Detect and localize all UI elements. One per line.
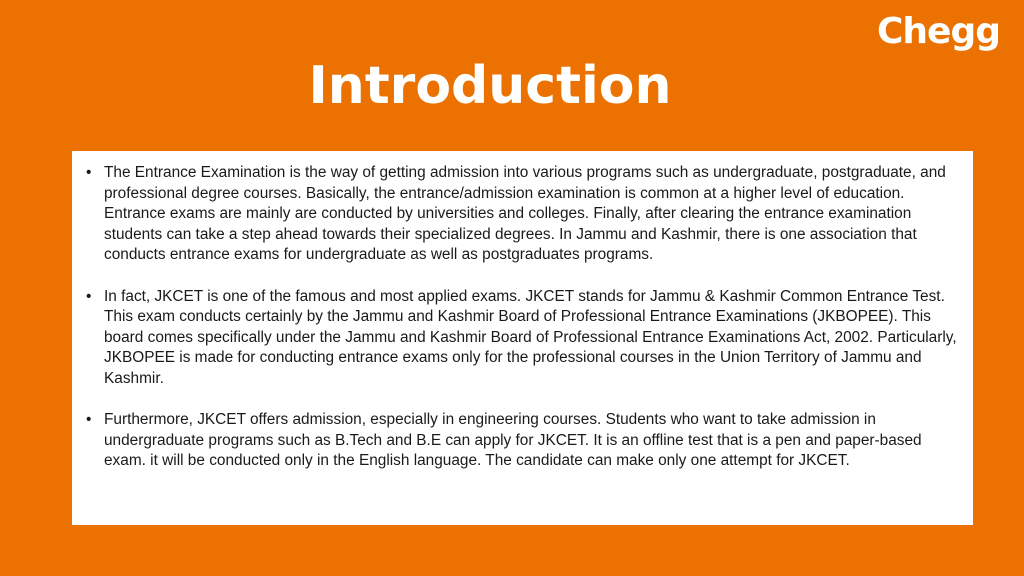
- content-panel: [72, 151, 973, 525]
- bullet-marker: •: [86, 164, 92, 181]
- bullet-item: [86, 163, 961, 266]
- bullet-marker: •: [86, 411, 92, 429]
- bullet-text: The Entrance Examination is the way of getting admission into various programs such as undergraduate, postgraduate, and professional degree courses. Basically, the entrance/admission examination is common at a higher level of education. Entrance exams are mainly are conducted by universities and colleges. Finally, after clearing the entrance examination students can take a step ahead towards their specialized degrees. In Jammu and Kashmir, there is one association that conducts entrance exams for undergraduate as well as postgraduates programs.: [104, 164, 946, 264]
- bullet-marker: •: [86, 287, 92, 305]
- bullet-text: In fact, JKCET is one of the famous and most applied exams. JKCET stands for Jammu & Kashmir Common Entrance Test. This exam conducts certainly by the Jammu and Kashmir Board of Professional Entrance Examinations (JKBOPEE). This board comes specifically under the Jammu and Kashmir Board of Professional Entrance Examinations Act, 2002. Particularly, JKBOPEE is made for conducting entrance exams only for the professional courses in the Union Territory of Jammu and Kashmir.: [104, 287, 957, 387]
- bullet-list: [86, 163, 961, 472]
- slide-title: Introduction: [308, 56, 672, 116]
- bullet-item: [86, 287, 961, 390]
- chegg-logo: Chegg: [876, 11, 1000, 52]
- bullet-text: Furthermore, JKCET offers admission, especially in engineering courses. Students who want to take admission in undergraduate programs such as B.Tech and B.E can apply for JKCET. It is an offline test that is a pen and paper-based exam. it will be conducted only in the English language. The candidate can make only one attempt for JKCET.: [104, 411, 922, 470]
- bullet-item: [86, 410, 961, 472]
